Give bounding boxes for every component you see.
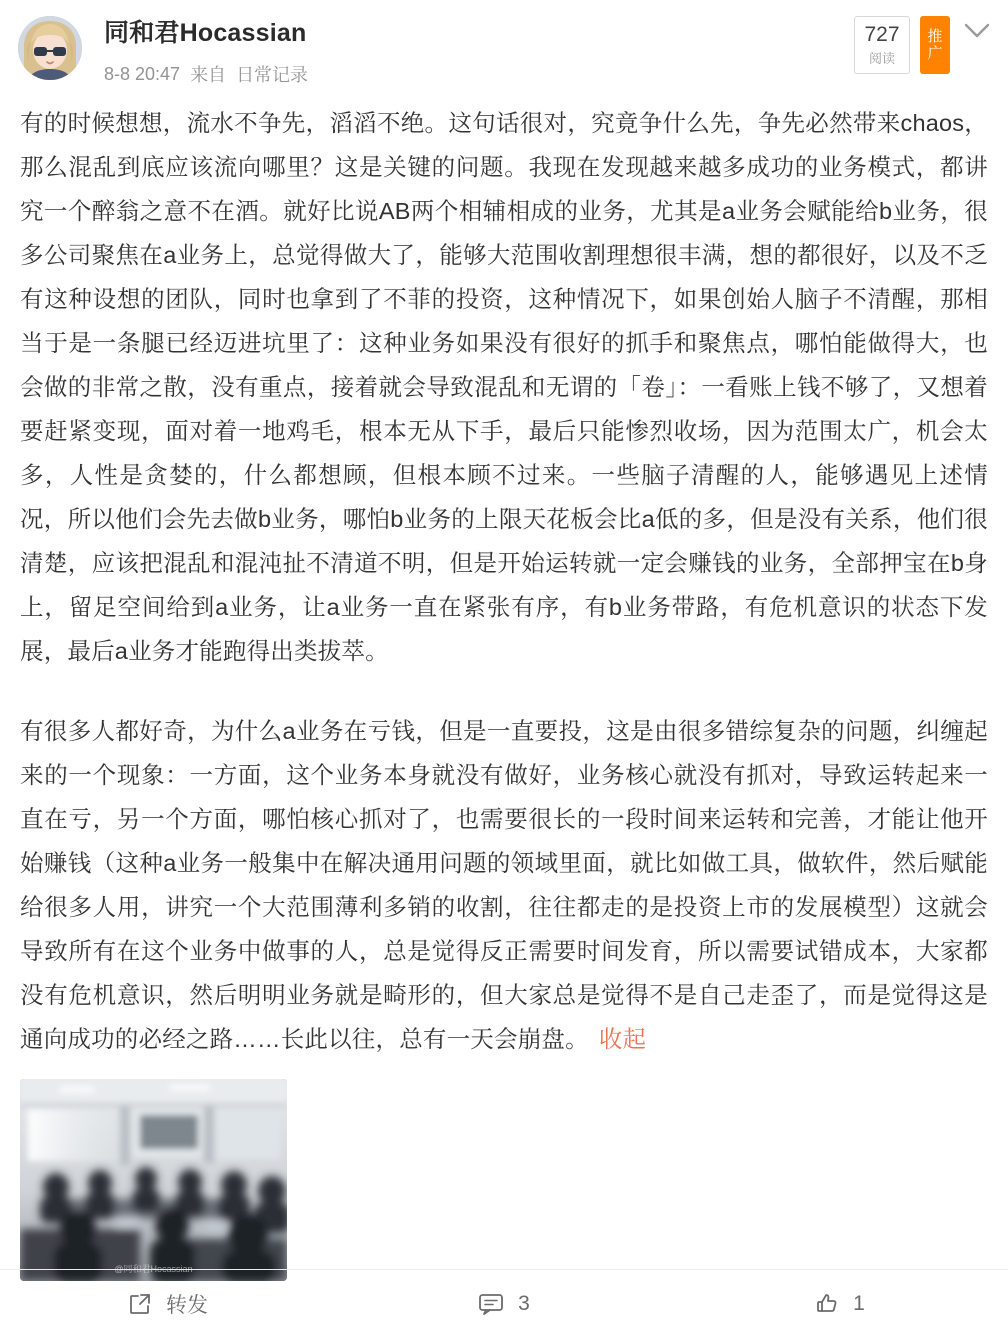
repost-icon — [128, 1292, 152, 1316]
post-header — [0, 0, 1008, 87]
comment-button[interactable] — [336, 1270, 672, 1338]
like-count: 1 — [853, 1292, 865, 1315]
thumbs-up-icon — [815, 1292, 839, 1316]
header-right-widgets — [854, 16, 994, 74]
post-source[interactable]: 日常记录 — [236, 65, 309, 86]
read-count-badge — [854, 16, 910, 74]
read-count-label: 阅读 — [868, 51, 895, 67]
image-watermark: @同和君Hocassian — [114, 1264, 193, 1275]
avatar[interactable] — [18, 16, 82, 80]
post-paragraph-1: 有的时候想想，流水不争先，滔滔不绝。这句话很对，究竟争什么先，争先必然带来chaos，那么混乱到底应该流向哪里？这是关键的问题。我现在发现越来越多成功的业务模式，都讲究一个醉翁之意不在酒。就好比说AB两个相辅相成的业务，尤其是a业务会赋能给b业务，很多公司聚焦在a业务上，总觉得做大了，能够大范围收割理想很丰满，想的都很好，以及不乏有这种设想的团队，同时也拿到了不菲的投资，这种情况下，如果创始人脑子不清醒，那相当于是一条腿已经迈进坑里了：这种业务如果没有很好的抓手和聚焦点，哪怕能做得大，也会做的非常之散，没有重点，接着就会导致混乱和无谓的「卷」：一看账上钱不够了，又想着要赶紧变现，面对着一地鸡毛，根本无从下手，最后只能惨烈收场，因为范围太广，机会太多，人性是贪婪的，什么都想顾，但根本顾不过来。一些脑子清醒的人，能够遇见上述情况，所以他们会先去做b业务，哪怕b业务的上限天花板会比a低的多，但是没有关系，他们很清楚，应该把混乱和混沌扯不清道不明，但是开始运转就一定会赚钱的业务，全部押宝在b身上，留足空间给到a业务，让a业务一直在紧张有序，有b业务带路，有危机意识的状态下发展，最后a业务才能跑得出类拔萃。 — [20, 110, 988, 665]
chevron-down-icon[interactable] — [960, 18, 994, 44]
post-time[interactable]: 8-8 20:47 — [104, 63, 181, 84]
promote-button[interactable] — [920, 16, 950, 74]
post-paragraph-2-text: 有很多人都好奇，为什么a业务在亏钱，但是一直要投，这是由很多错综复杂的问题，纠缠起来的一个现象：一方面，这个业务本身就没有做好，业务核心就没有抓对，导致运转起来一直在亏，另一个方面，哪怕核心抓对了，也需要很长的一段时间来运转和完善，才能让他开始赚钱（这种a业务一般集中在解决通用问题的领域里面，就比如做工具，做软件，然后赋能给很多人用，讲究一个大范围薄利多销的收割，往往都走的是投资上市的发展模型）这就会导致所有在这个业务中做事的人，总是觉得反正需要时间发育，所以需要试错成本，大家都没有危机意识，然后明明业务就是畸形的，但大家总是觉得不是自己走歪了，而是觉得这是通向成功的必经之路……长此以往，总有一天会崩盘。 — [20, 718, 988, 1053]
promote-label-bottom: 广 — [927, 45, 943, 62]
action-bar — [0, 1269, 1008, 1338]
repost-button[interactable] — [0, 1270, 336, 1338]
promote-label-top: 推 — [927, 27, 943, 45]
author-name[interactable]: 同和君Hocassian — [104, 19, 307, 47]
post-paragraph-2 — [20, 709, 988, 1061]
comment-count: 3 — [518, 1292, 530, 1315]
repost-label: 转发 — [166, 1294, 208, 1317]
read-count-value: 727 — [864, 22, 900, 46]
post-media — [0, 1061, 1008, 1281]
collapse-link[interactable]: 收起 — [598, 1026, 647, 1053]
post-content — [0, 87, 1008, 1061]
comment-icon — [478, 1292, 504, 1316]
post-source-prefix: 来自 — [190, 65, 227, 86]
like-button[interactable] — [672, 1270, 1008, 1338]
post-image[interactable] — [20, 1079, 287, 1281]
